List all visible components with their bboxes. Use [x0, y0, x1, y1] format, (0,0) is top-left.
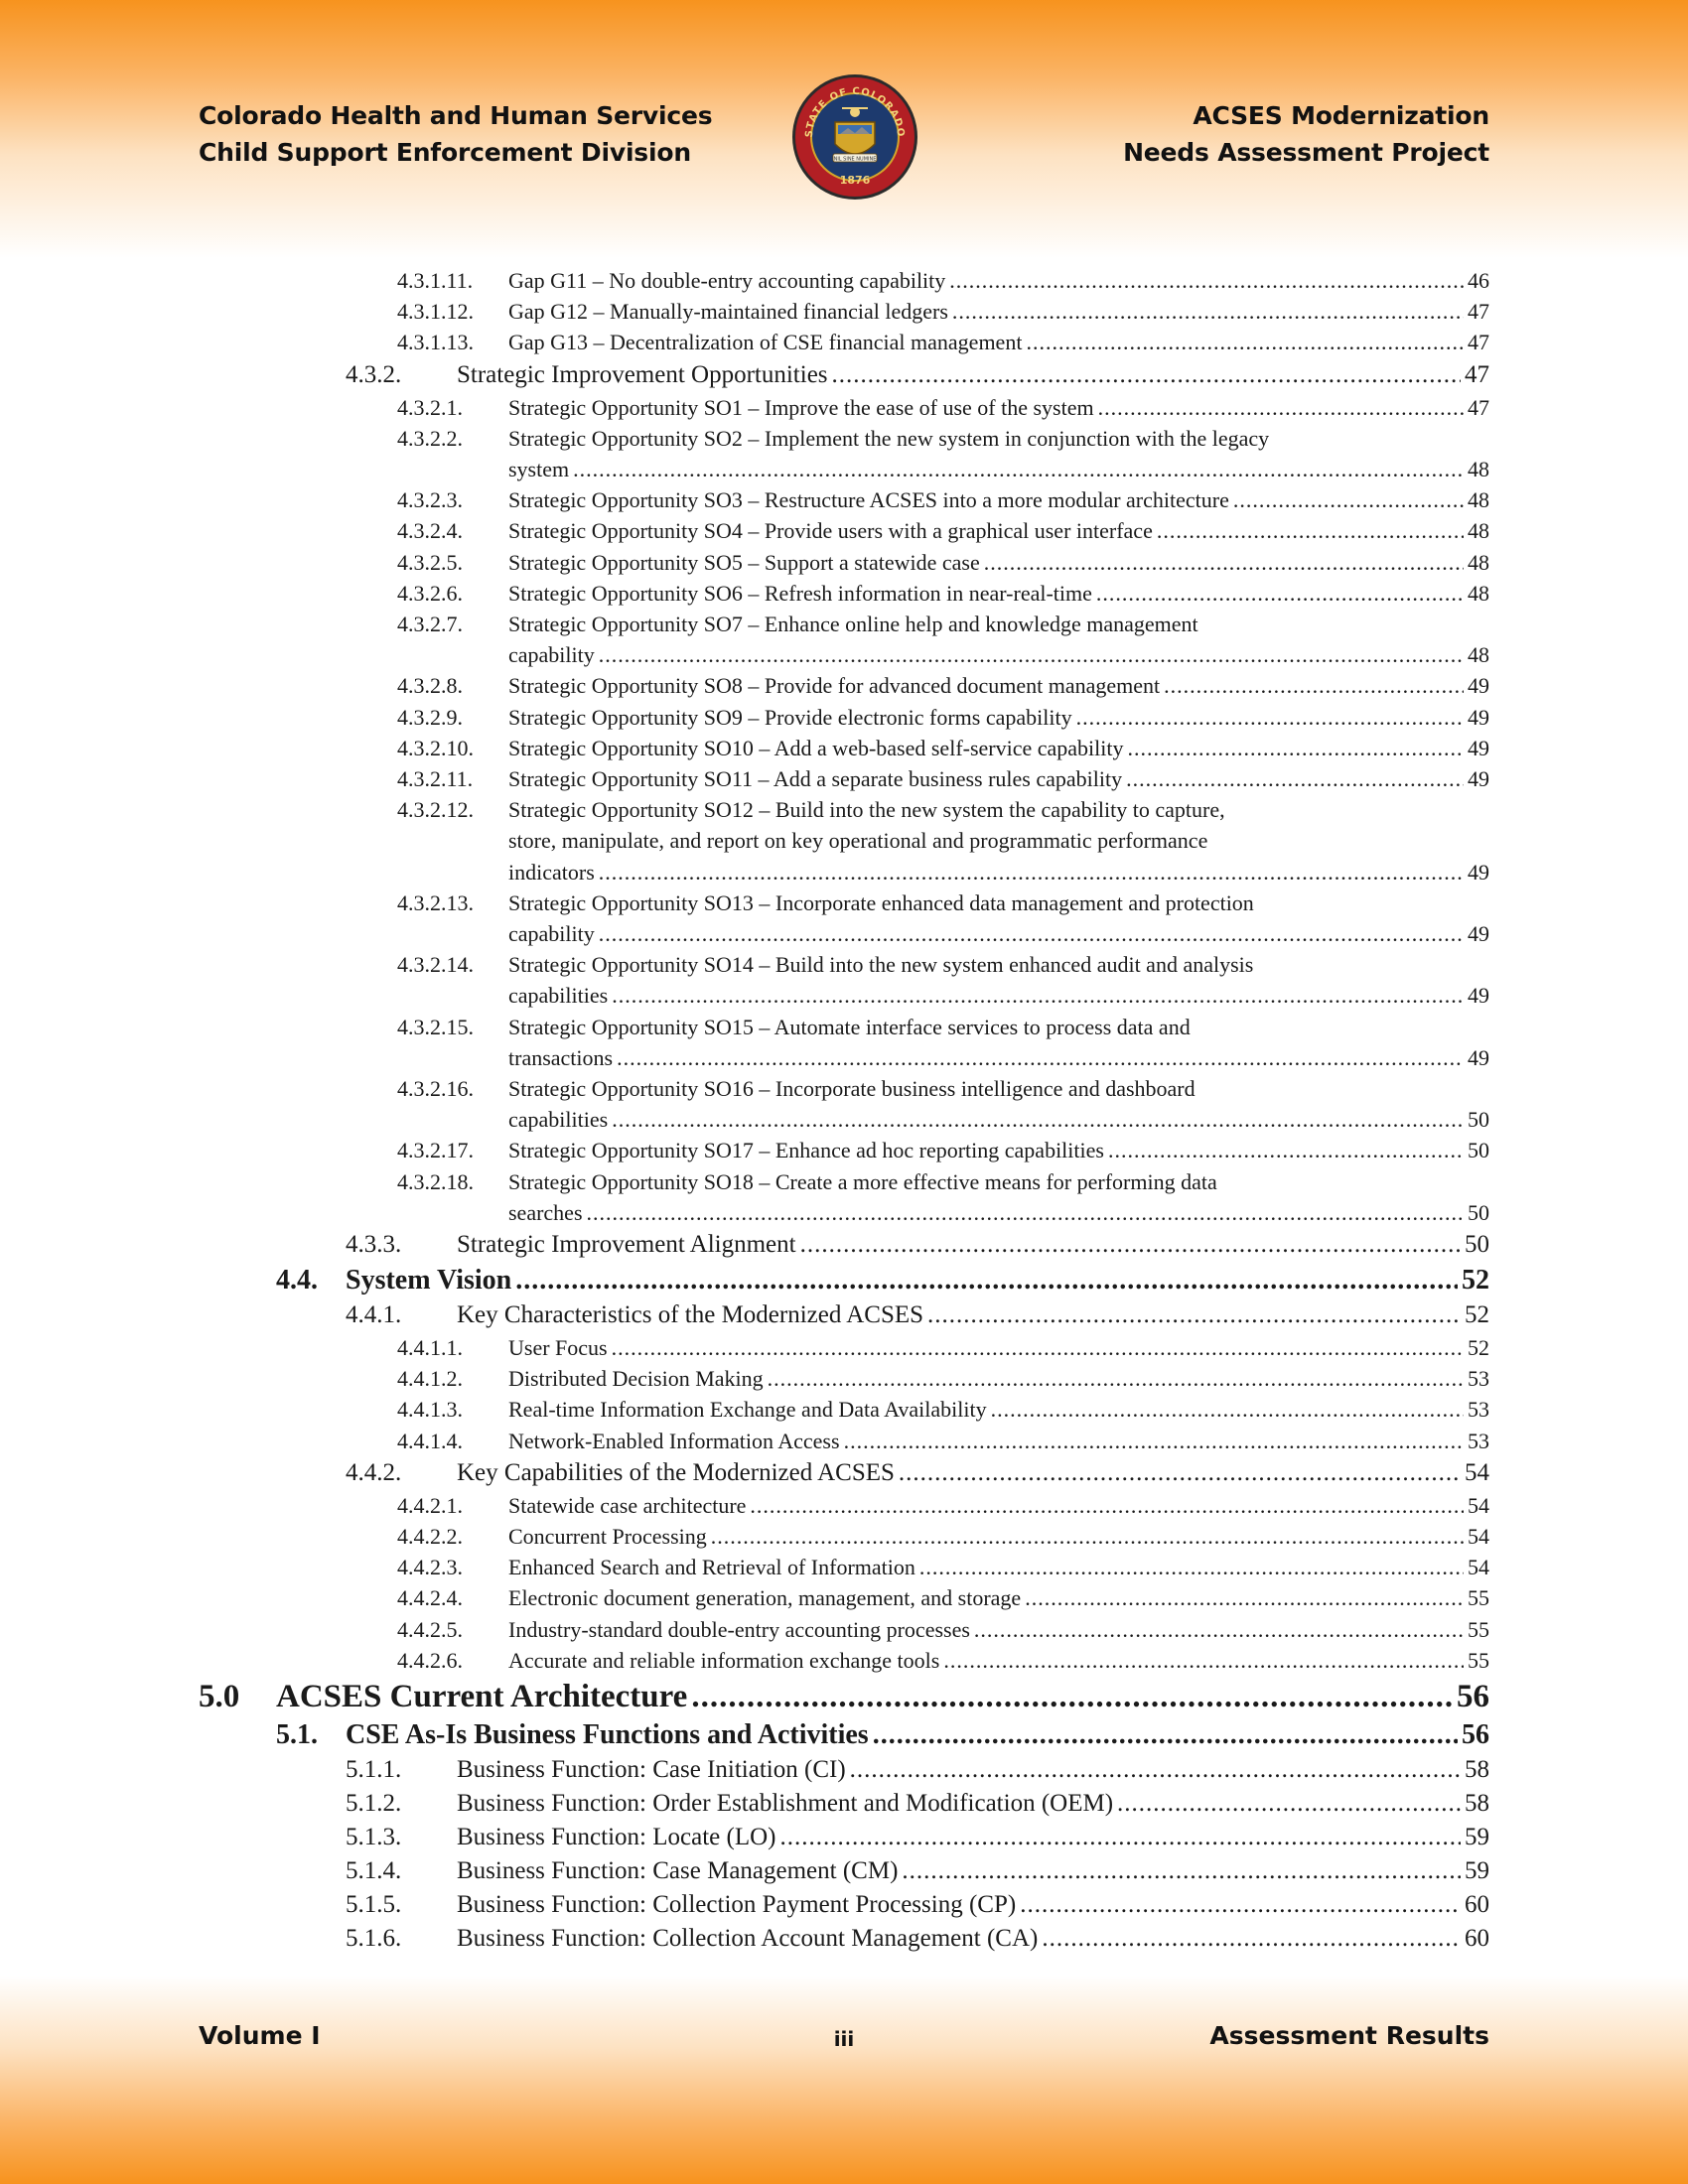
toc-page-number[interactable]: 60: [1465, 1925, 1489, 1952]
toc-entry[interactable]: [0, 1857, 1688, 1891]
toc-dot-leader: [1025, 1585, 1464, 1611]
toc-entry[interactable]: [0, 518, 1688, 549]
toc-entry-title-continued[interactable]: searches: [508, 1199, 583, 1225]
toc-dot-leader: [984, 550, 1464, 576]
toc-page-number[interactable]: 55: [1468, 1647, 1489, 1673]
toc-dot-leader: [617, 1045, 1464, 1071]
toc-entry-title[interactable]: Strategic Opportunity SO5 – Support a statewide case: [508, 549, 980, 575]
toc-dot-leader: [902, 1857, 1461, 1885]
toc-entry-number: 4.4.1.1.: [397, 1335, 463, 1360]
toc-entry-title[interactable]: Strategic Opportunity SO2 – Implement the new system in conjunction with the legacy: [508, 425, 1270, 451]
toc-entry-title[interactable]: Strategic Opportunity SO6 – Refresh information in near-real-time: [508, 580, 1092, 606]
toc-dot-leader: [750, 1493, 1464, 1519]
toc-entry[interactable]: [0, 268, 1688, 299]
toc-dot-leader: [832, 361, 1461, 389]
toc-page-number[interactable]: 54: [1465, 1458, 1489, 1486]
toc-entry-title[interactable]: Business Function: Order Establishment and Modification (OEM): [457, 1790, 1114, 1817]
toc-entry[interactable]: [0, 1679, 1688, 1719]
toc-page-number[interactable]: 55: [1468, 1585, 1489, 1611]
toc-entry-title[interactable]: Statewide case architecture: [508, 1492, 747, 1518]
toc-page-number[interactable]: 48: [1468, 457, 1489, 481]
toc-dot-leader: [899, 1459, 1461, 1487]
toc-entry-title[interactable]: Business Function: Collection Account Management (CA): [457, 1925, 1039, 1952]
toc-entry-title-continued[interactable]: indicators: [508, 859, 595, 885]
toc-entry[interactable]: [0, 705, 1688, 736]
toc-page-number[interactable]: 58: [1465, 1790, 1489, 1817]
toc-entry-number: 4.3.1.11.: [397, 268, 474, 293]
toc-entry-title[interactable]: System Vision: [346, 1265, 512, 1296]
toc-entry-title-continued[interactable]: capabilities: [508, 983, 609, 1009]
toc-page-number[interactable]: 49: [1468, 859, 1489, 885]
toc-entry-title[interactable]: Gap G13 – Decentralization of CSE financial management: [508, 330, 1023, 355]
toc-entry-number: 4.3.2.11.: [397, 766, 474, 791]
toc-page-number[interactable]: 49: [1468, 1044, 1489, 1070]
svg-text:STATE OF COLORADO: STATE OF COLORADO: [803, 85, 907, 138]
toc-dot-leader: [612, 983, 1464, 1009]
toc-entry-number: 4.3.2.9.: [397, 704, 463, 730]
toc-entry-number: 4.3.2.14.: [397, 952, 474, 978]
toc-entry[interactable]: [0, 1617, 1688, 1648]
toc-entry[interactable]: [0, 1493, 1688, 1524]
toc-entry[interactable]: [0, 426, 1688, 457]
toc-entry[interactable]: [0, 1925, 1688, 1959]
toc-entry-title[interactable]: Strategic Opportunity SO14 – Build into the new system enhanced audit and analysis: [508, 952, 1254, 978]
toc-dot-leader: [844, 1429, 1464, 1454]
toc-dot-leader: [873, 1719, 1458, 1751]
toc-page-number[interactable]: 55: [1468, 1616, 1489, 1642]
toc-entry-continuation[interactable]: [508, 921, 1489, 952]
toc-dot-leader: [612, 1107, 1464, 1133]
footer-section: Assessment Results: [1209, 2021, 1489, 2050]
toc-entry[interactable]: [0, 330, 1688, 360]
toc-dot-leader: [949, 268, 1464, 294]
toc-entry-number: 4.3.2.13.: [397, 889, 474, 915]
toc-entry-title-continued[interactable]: store, manipulate, and report on key operational and programmatic performance: [508, 828, 1208, 854]
toc-page-number[interactable]: 59: [1465, 1824, 1489, 1850]
toc-entry[interactable]: [0, 1756, 1688, 1790]
toc-entry-title[interactable]: Distributed Decision Making: [508, 1366, 764, 1392]
toc-entry-continuation[interactable]: [0, 828, 1688, 859]
toc-entry-title[interactable]: Key Capabilities of the Modernized ACSES: [457, 1458, 895, 1486]
toc-entry-title[interactable]: Business Function: Case Initiation (CI): [457, 1756, 846, 1783]
toc-entry-title[interactable]: Strategic Improvement Opportunities: [457, 360, 828, 388]
toc-entry-title[interactable]: ACSES Current Architecture: [276, 1679, 688, 1714]
toc-entry-number: 4.4.1.4.: [397, 1428, 463, 1453]
toc-entry-title[interactable]: Network-Enabled Information Access: [508, 1428, 840, 1453]
toc-entry[interactable]: [0, 395, 1688, 426]
toc-entry[interactable]: [0, 673, 1688, 704]
toc-dot-leader: [974, 1617, 1464, 1643]
toc-entry-number: 4.4.2.5.: [397, 1616, 463, 1642]
toc-entry-title[interactable]: Strategic Opportunity SO15 – Automate interface services to process data and: [508, 1014, 1191, 1039]
toc-entry-continuation[interactable]: [508, 457, 1489, 487]
toc-entry-number: 4.3.2.3.: [397, 487, 463, 513]
toc-entry[interactable]: [0, 766, 1688, 797]
toc-entry-title[interactable]: Gap G11 – No double-entry accounting capability: [508, 268, 946, 293]
header-project: ACSES Modernization: [1193, 101, 1489, 130]
toc-entry-number: 5.0: [199, 1679, 240, 1714]
toc-dot-leader: [599, 642, 1464, 668]
toc-entry-number: 4.4.2.1.: [397, 1492, 463, 1518]
toc-page-number[interactable]: 56: [1462, 1719, 1489, 1750]
toc-dot-leader: [1128, 736, 1464, 761]
toc-dot-leader: [1020, 1891, 1461, 1919]
toc-page-number[interactable]: 47: [1468, 299, 1489, 325]
toc-dot-leader: [952, 299, 1464, 325]
toc-dot-leader: [1126, 766, 1464, 792]
toc-page-number[interactable]: 53: [1468, 1366, 1489, 1392]
toc-page-number[interactable]: 54: [1468, 1555, 1489, 1580]
toc-entry[interactable]: [0, 1015, 1688, 1045]
toc-dot-leader: [599, 921, 1464, 947]
toc-page-number[interactable]: 47: [1468, 330, 1489, 355]
header-division: Child Support Enforcement Division: [199, 138, 691, 167]
toc-entry-number: 4.4.2.6.: [397, 1647, 463, 1673]
toc-page-number[interactable]: 48: [1468, 549, 1489, 575]
toc-dot-leader: [1117, 1790, 1461, 1818]
toc-entry-number: 4.3.2.6.: [397, 580, 463, 606]
toc-dot-leader: [779, 1824, 1461, 1851]
toc-entry-title[interactable]: Key Characteristics of the Modernized ACSES: [457, 1301, 924, 1328]
toc-page-number[interactable]: 49: [1468, 983, 1489, 1009]
toc-entry-number: 4.3.2.17.: [397, 1138, 474, 1163]
toc-page-number[interactable]: 48: [1468, 580, 1489, 606]
toc-entry[interactable]: [0, 1459, 1688, 1493]
toc-entry-number: 4.3.2.15.: [397, 1014, 474, 1039]
toc-dot-leader: [768, 1366, 1464, 1392]
toc-entry-title[interactable]: Strategic Opportunity SO13 – Incorporate enhanced data management and protection: [508, 889, 1254, 915]
toc-entry-number: 4.3.2.18.: [397, 1168, 474, 1194]
toc-dot-leader: [1096, 581, 1464, 607]
toc-dot-leader: [800, 1231, 1461, 1259]
toc-page-number[interactable]: 53: [1468, 1428, 1489, 1453]
toc-entry[interactable]: [0, 1648, 1688, 1679]
toc-page-number[interactable]: 49: [1468, 735, 1489, 760]
toc-entry[interactable]: [0, 1891, 1688, 1925]
toc-page-number[interactable]: 54: [1468, 1492, 1489, 1518]
toc-dot-leader: [599, 860, 1464, 886]
toc-entry[interactable]: [0, 1824, 1688, 1857]
toc-entry-number: 4.4.1.: [346, 1301, 402, 1328]
toc-dot-leader: [927, 1301, 1461, 1329]
toc-dot-leader: [1042, 1925, 1461, 1953]
toc-dot-leader: [991, 1397, 1464, 1423]
toc-page-number[interactable]: 58: [1465, 1756, 1489, 1783]
toc-entry-title[interactable]: Concurrent Processing: [508, 1524, 707, 1549]
toc-entry-continuation[interactable]: [508, 1045, 1489, 1076]
toc-entry[interactable]: [0, 1301, 1688, 1335]
toc-entry-number: 4.3.2.7.: [397, 612, 463, 636]
toc-page-number[interactable]: 48: [1468, 518, 1489, 544]
toc-entry-title[interactable]: Strategic Improvement Alignment: [457, 1231, 796, 1258]
toc-page-number[interactable]: 52: [1462, 1265, 1489, 1296]
toc-entry-title-continued[interactable]: system: [508, 457, 570, 481]
toc-entry-number: 4.3.2.5.: [397, 549, 463, 575]
toc-entry-title[interactable]: Strategic Opportunity SO8 – Provide for advanced document management: [508, 673, 1161, 699]
toc-entry-number: 5.1.1.: [346, 1756, 402, 1783]
toc-page-number[interactable]: 60: [1465, 1891, 1489, 1918]
toc-entry[interactable]: [0, 1366, 1688, 1397]
toc-entry[interactable]: [0, 1790, 1688, 1824]
toc-entry-number: 5.1.: [276, 1719, 318, 1750]
toc-entry-number: 5.1.3.: [346, 1824, 402, 1850]
toc-page-number[interactable]: 59: [1465, 1857, 1489, 1884]
toc-entry-title[interactable]: Business Function: Locate (LO): [457, 1824, 776, 1850]
toc-entry-number: 4.4.2.3.: [397, 1555, 463, 1580]
toc-entry-title[interactable]: Strategic Opportunity SO3 – Restructure ACSES into a more modular architecture: [508, 487, 1229, 513]
toc-page-number[interactable]: 52: [1465, 1301, 1489, 1328]
toc-entry[interactable]: [0, 1231, 1688, 1265]
toc-dot-leader: [1233, 487, 1464, 513]
toc-page-number[interactable]: 53: [1468, 1397, 1489, 1423]
toc-entry-title[interactable]: Strategic Opportunity SO9 – Provide electronic forms capability: [508, 704, 1072, 730]
toc-dot-leader: [943, 1648, 1464, 1674]
toc-entry-number: 5.1.4.: [346, 1857, 402, 1884]
toc-entry-title[interactable]: Gap G12 – Manually-maintained financial ledgers: [508, 299, 948, 325]
toc-dot-leader: [1076, 705, 1464, 731]
toc-entry-number: 4.3.2.10.: [397, 735, 474, 760]
toc-entry-continuation[interactable]: [508, 983, 1489, 1014]
toc-entry[interactable]: [0, 299, 1688, 330]
toc-entry-number: 4.3.2.8.: [397, 673, 463, 699]
toc-entry-number: 4.3.1.12.: [397, 299, 474, 325]
toc-entry-title[interactable]: Strategic Opportunity SO7 – Enhance online help and knowledge management: [508, 612, 1198, 636]
toc-dot-leader: [515, 1265, 1458, 1297]
toc-dot-leader: [1026, 330, 1464, 355]
toc-entry[interactable]: [0, 952, 1688, 983]
toc-entry-number: 4.3.2.4.: [397, 518, 463, 544]
toc-entry[interactable]: [0, 1585, 1688, 1616]
toc-entry[interactable]: [0, 1335, 1688, 1366]
toc-entry-number: 4.3.2.12.: [397, 797, 474, 823]
toc-entry-title[interactable]: Strategic Opportunity SO1 – Improve the ease of use of the system: [508, 394, 1094, 420]
toc-entry-title[interactable]: Enhanced Search and Retrieval of Information: [508, 1555, 915, 1580]
footer-page-number: iii: [833, 2027, 855, 2051]
toc-page-number[interactable]: 56: [1457, 1679, 1489, 1714]
toc-page-number[interactable]: 49: [1468, 766, 1489, 791]
toc-entry-number: 4.4.2.2.: [397, 1524, 463, 1549]
toc-entry-number: 4.3.1.13.: [397, 330, 474, 355]
toc-entry[interactable]: [0, 487, 1688, 518]
toc-entry[interactable]: [0, 797, 1688, 828]
toc-entry-number: 4.3.2.2.: [397, 425, 463, 451]
toc-page-number[interactable]: 47: [1468, 394, 1489, 420]
toc-page-number[interactable]: 50: [1468, 1138, 1489, 1163]
toc-entry-title[interactable]: Strategic Opportunity SO18 – Create a more effective means for performing data: [508, 1168, 1217, 1194]
toc-entry-number: 4.4.2.4.: [397, 1585, 463, 1611]
toc-entry-number: 4.3.2.1.: [397, 394, 463, 420]
footer-band: [0, 1976, 1688, 2184]
toc-entry-title[interactable]: Electronic document generation, management, and storage: [508, 1585, 1022, 1611]
toc-entry[interactable]: [0, 1719, 1688, 1756]
toc-entry-number: 4.3.2.: [346, 360, 402, 388]
toc-entry-number: 4.3.3.: [346, 1231, 402, 1258]
toc-entry[interactable]: [0, 612, 1688, 642]
toc-entry[interactable]: [0, 1076, 1688, 1107]
toc-page-number[interactable]: 49: [1468, 704, 1489, 730]
toc-dot-leader: [850, 1756, 1461, 1784]
toc-entry-title-continued[interactable]: capability: [508, 921, 595, 946]
toc-entry[interactable]: [0, 890, 1688, 921]
toc-entry-title[interactable]: Strategic Opportunity SO10 – Add a web-based self-service capability: [508, 735, 1124, 760]
toc-entry-title[interactable]: Business Function: Collection Payment Processing (CP): [457, 1891, 1017, 1918]
toc-entry[interactable]: [0, 1169, 1688, 1200]
svg-text:NIL SINE NUMINE: NIL SINE NUMINE: [833, 156, 877, 163]
toc-entry-title-continued[interactable]: transactions: [508, 1044, 614, 1070]
toc-entry[interactable]: [0, 736, 1688, 766]
toc-entry[interactable]: [0, 1555, 1688, 1585]
toc-entry-title[interactable]: User Focus: [508, 1335, 608, 1360]
toc-dot-leader: [1108, 1138, 1464, 1163]
svg-text:1876: 1876: [839, 174, 871, 187]
toc-entry[interactable]: [0, 361, 1688, 395]
toc-entry-continuation[interactable]: [508, 860, 1489, 890]
toc-entry[interactable]: [0, 581, 1688, 612]
toc-dot-leader: [612, 1335, 1464, 1361]
header-subproject: Needs Assessment Project: [1123, 138, 1489, 167]
toc-dot-leader: [711, 1524, 1464, 1550]
toc-entry-number: 4.4.1.3.: [397, 1397, 463, 1423]
toc-entry-number: 4.4.1.2.: [397, 1366, 463, 1392]
toc-entry[interactable]: [0, 1138, 1688, 1168]
toc-entry-title[interactable]: Strategic Opportunity SO16 – Incorporate business intelligence and dashboard: [508, 1076, 1196, 1101]
toc-entry-number: 5.1.6.: [346, 1925, 402, 1952]
toc-entry-title-continued[interactable]: capabilities: [508, 1107, 609, 1133]
toc-entry-continuation[interactable]: [508, 642, 1489, 673]
toc-entry-number: 4.3.2.16.: [397, 1076, 474, 1101]
toc-page-number[interactable]: 50: [1468, 1199, 1489, 1225]
toc-entry[interactable]: [0, 1524, 1688, 1555]
toc-entry-number: 5.1.5.: [346, 1891, 402, 1918]
toc-dot-leader: [573, 457, 1464, 482]
toc-page-number[interactable]: 49: [1468, 673, 1489, 699]
toc-dot-leader: [1098, 395, 1464, 421]
toc-page-number[interactable]: 47: [1465, 360, 1489, 388]
toc-page-number[interactable]: 54: [1468, 1524, 1489, 1549]
toc-page-number[interactable]: 49: [1468, 921, 1489, 946]
toc-page-number[interactable]: 50: [1465, 1231, 1489, 1258]
toc-entry-number: 4.4.2.: [346, 1458, 402, 1486]
toc-entry-title[interactable]: CSE As-Is Business Functions and Activities: [346, 1719, 869, 1750]
toc-entry[interactable]: [0, 1265, 1688, 1301]
toc-entry[interactable]: [0, 1429, 1688, 1459]
toc-dot-leader: [1157, 518, 1464, 544]
toc-entry-number: 4.4.: [276, 1265, 318, 1296]
toc-page-number[interactable]: 46: [1468, 268, 1489, 293]
toc-entry-title[interactable]: Strategic Opportunity SO17 – Enhance ad hoc reporting capabilities: [508, 1138, 1104, 1163]
toc-entry-title[interactable]: Business Function: Case Management (CM): [457, 1857, 899, 1884]
header-right: [1123, 97, 1489, 171]
toc-entry-continuation[interactable]: [508, 1200, 1489, 1231]
toc-entry-title[interactable]: Strategic Opportunity SO11 – Add a separate business rules capability: [508, 766, 1123, 791]
toc-dot-leader: [1164, 673, 1464, 699]
toc-entry-title[interactable]: Strategic Opportunity SO12 – Build into the new system the capability to capture,: [508, 797, 1225, 823]
toc-dot-leader: [691, 1679, 1453, 1715]
toc-entry[interactable]: [0, 550, 1688, 581]
toc-entry-title[interactable]: Real-time Information Exchange and Data Availability: [508, 1397, 987, 1423]
toc-entry-continuation[interactable]: [508, 1107, 1489, 1138]
header-agency: Colorado Health and Human Services: [199, 101, 713, 130]
toc-entry-title-continued[interactable]: capability: [508, 642, 595, 668]
toc-dot-leader: [587, 1200, 1464, 1226]
toc-page-number[interactable]: 48: [1468, 487, 1489, 513]
toc-entry-title[interactable]: Industry-standard double-entry accounting processes: [508, 1616, 970, 1642]
toc-page-number[interactable]: 50: [1468, 1107, 1489, 1133]
header-left: [199, 97, 712, 171]
toc-entry-title[interactable]: Accurate and reliable information exchange tools: [508, 1647, 940, 1673]
toc-dot-leader: [919, 1555, 1464, 1580]
toc-entry[interactable]: [0, 1397, 1688, 1428]
colorado-state-seal-icon: [790, 72, 919, 202]
toc-entry-title[interactable]: Strategic Opportunity SO4 – Provide users with a graphical user interface: [508, 518, 1153, 544]
toc-page-number[interactable]: 52: [1468, 1335, 1489, 1360]
toc-entry-number: 5.1.2.: [346, 1790, 402, 1817]
footer-volume: Volume I: [199, 2021, 321, 2050]
toc-page-number[interactable]: 48: [1468, 642, 1489, 668]
